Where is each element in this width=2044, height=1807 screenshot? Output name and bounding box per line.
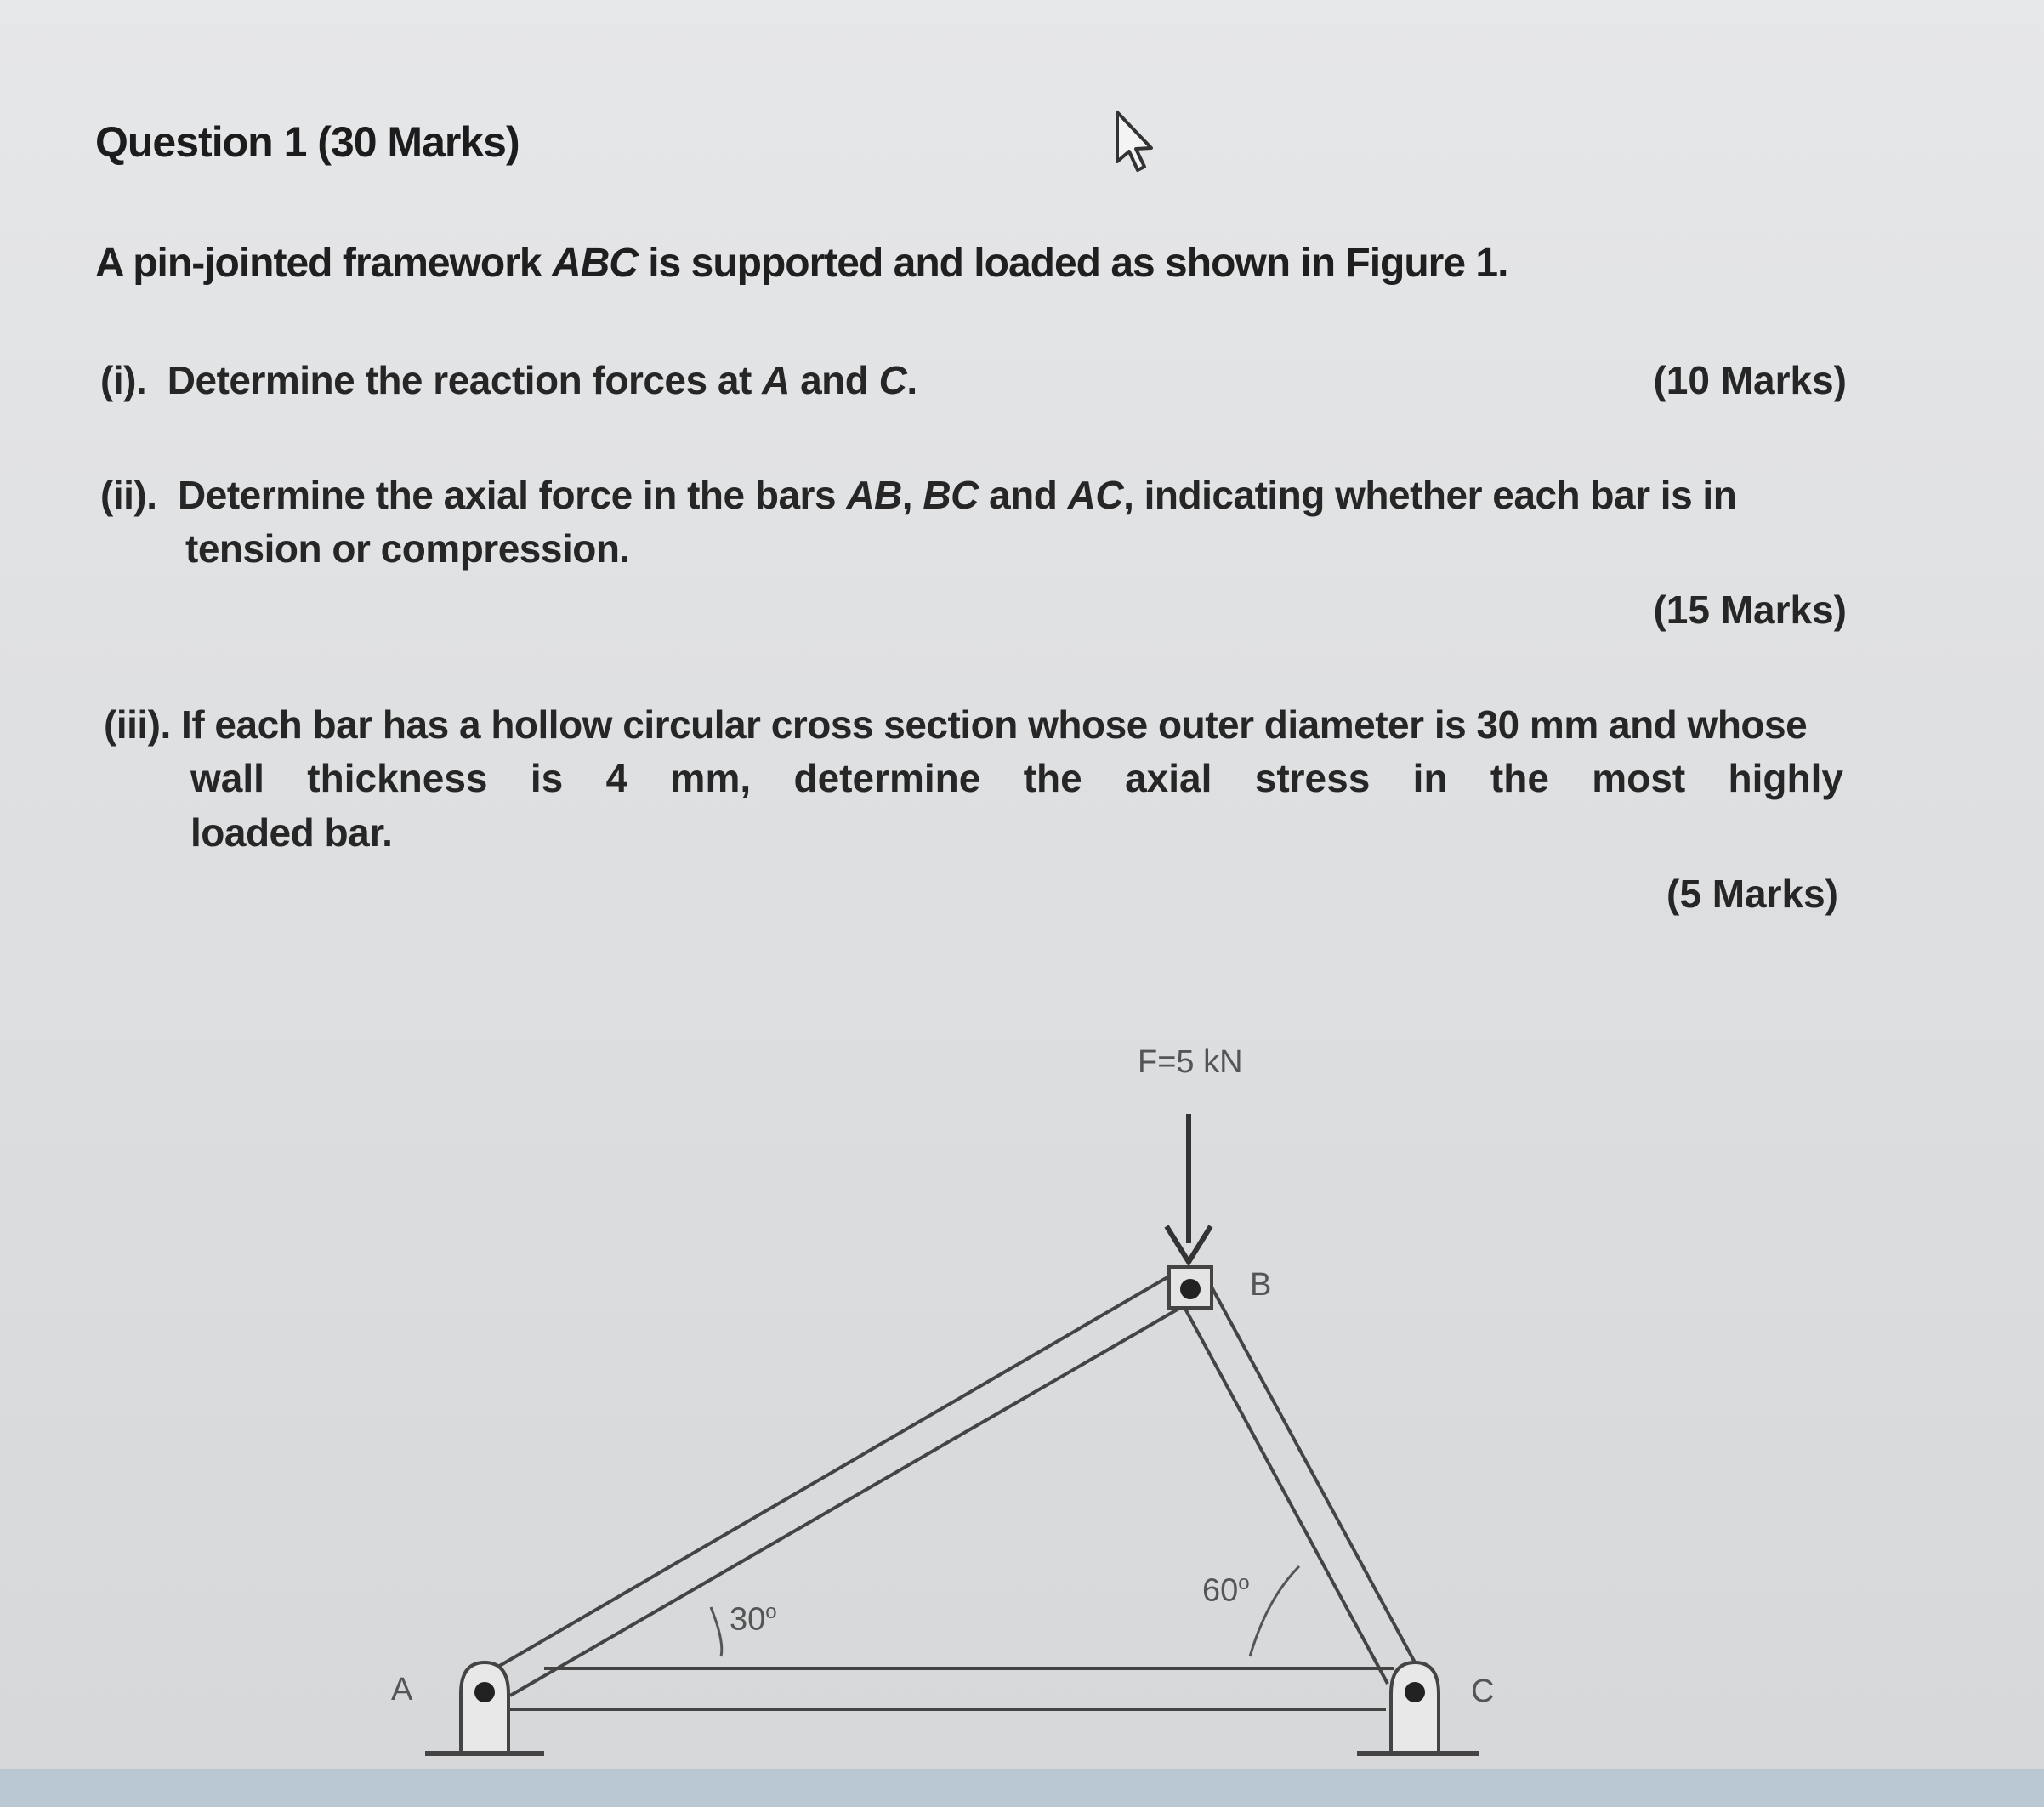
joint-c-label: C (1471, 1673, 1495, 1709)
bar-bc-right-edge (1209, 1282, 1420, 1672)
part-iii-marks: (5 Marks) (1666, 872, 1838, 916)
question-title: Question 1 (30 Marks) (95, 118, 520, 166)
part-i-number: (i). (100, 358, 147, 402)
part-i-marks: (10 Marks) (1653, 358, 1847, 402)
part-iii-line1: (iii). If each bar has a hollow circular cross section whose outer diameter is 30 mm and whose (104, 702, 1808, 747)
angle-a-label: 30$^o$ (730, 1600, 777, 1638)
joint-b-label: B (1250, 1267, 1272, 1303)
bar-bc-left-edge (1180, 1299, 1388, 1684)
pin-b (1180, 1279, 1201, 1299)
angle-arc-a (711, 1607, 722, 1656)
part-iii-line3: loaded bar. (190, 810, 393, 855)
part-ii-number: (ii). (100, 473, 157, 517)
question-intro: A pin-jointed framework ABC is supported and loaded as shown in Figure 1. (95, 241, 1508, 286)
part-ii-marks: (15 Marks) (1653, 588, 1847, 632)
part-iii-number: (iii). (104, 702, 171, 747)
bar-ab-upper-edge (486, 1274, 1173, 1673)
angle-c-label: 60$^o$ (1202, 1571, 1250, 1609)
part-i: (i). Determine the reaction forces at A and C. (100, 358, 917, 402)
part-iii-line2: wall thickness is 4 mm, determine the axial stress in the most highly (190, 756, 1843, 800)
angle-arc-c (1250, 1566, 1299, 1656)
bar-ab-lower-edge (510, 1304, 1186, 1696)
part-ii-line2: tension or compression. (185, 526, 630, 571)
part-ii-line1: (ii). Determine the axial force in the bars AB, BC and AC, indicating whether each bar is in (100, 473, 1737, 517)
joint-a-label: A (391, 1672, 413, 1708)
load-arrow (1167, 1114, 1211, 1262)
force-label: F=5 kN (1138, 1044, 1243, 1080)
